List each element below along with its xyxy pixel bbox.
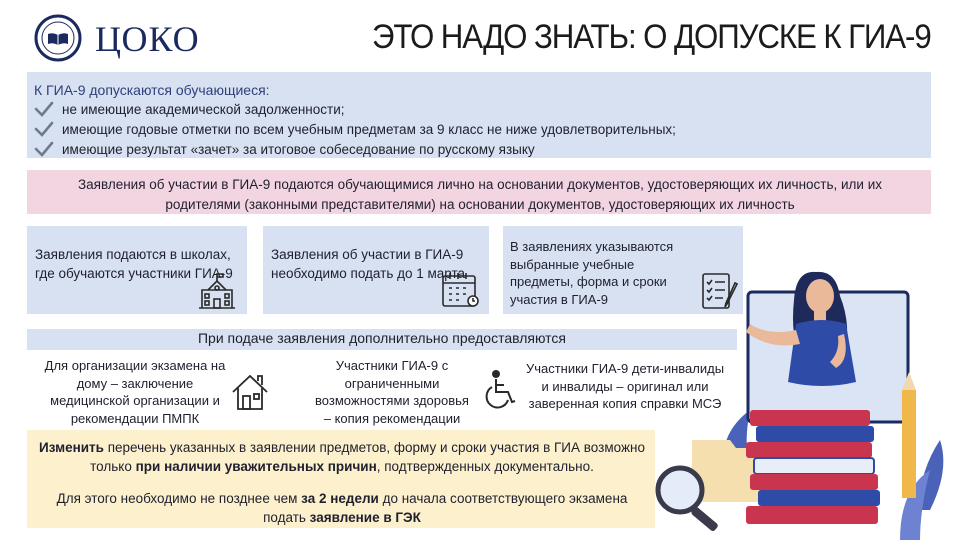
card-contents-text: В заявлениях указываются выбранные учебные предметы, форма и сроки участия в ГИА-9 — [510, 239, 674, 307]
criterion-item — [34, 121, 676, 137]
extra-health-limits: Участники ГИА-9 с ограниченными возможностями здоровья – копия рекомендации — [315, 358, 469, 426]
criterion-item — [34, 101, 345, 117]
criterion-text: не имеющие академической задолженности; — [62, 101, 345, 117]
book — [750, 474, 878, 490]
wheelchair-icon — [484, 370, 520, 412]
house-icon — [230, 372, 270, 412]
card-school-text: Заявления подаются в школах, где обучаются участники ГИА-9 — [35, 247, 233, 281]
extra-disabled: Участники ГИА-9 дети-инвалиды и инвалиды – оригинал или заверенная копия справки МСЭ — [525, 361, 725, 411]
book — [758, 490, 880, 506]
woman-face — [806, 279, 834, 313]
book — [746, 506, 878, 524]
extra-docs-heading: При подаче заявления дополнительно предоставляются — [197, 330, 567, 346]
criterion-text: имеющие результат «зачет» за итоговое собеседование по русскому языку — [62, 141, 535, 157]
pencil-body — [902, 390, 916, 498]
book — [756, 426, 874, 442]
magnifier-handle — [690, 506, 719, 532]
calendar-icon — [441, 272, 481, 308]
page-title: ЭТО НАДО ЗНАТЬ: О ДОПУСКЕ К ГИА-9 — [372, 18, 931, 56]
application-notice-text: Заявления об участии в ГИА-9 подаются обучающимися лично на основании документов, удостоверяющих их личность, или их родителями (законными представителями) на основании документов, удостоверяющих их личность — [77, 177, 883, 212]
card-deadline-text: Заявления об участии в ГИА-9 необходимо подать до 1 марта — [271, 247, 466, 281]
book — [746, 442, 872, 458]
checkmark-icon — [34, 121, 54, 137]
book — [750, 410, 870, 426]
admission-intro: К ГИА-9 допускаются обучающиеся: — [34, 82, 270, 98]
logo-text: ЦОКО — [95, 19, 200, 59]
teacher-illustration — [600, 240, 960, 540]
criterion-text: имеющие годовые отметки по всем учебным предметам за 9 класс не ниже удовлетворительных; — [62, 121, 676, 137]
school-building-icon — [196, 272, 238, 310]
book — [754, 458, 874, 474]
extra-home-exam: Для организации экзамена на дому – заключение медицинской организации и рекомендации ПМПК — [44, 358, 226, 426]
checkmark-icon — [34, 101, 54, 117]
checkmark-icon — [34, 141, 54, 157]
change-conditions-text: Изменить перечень указанных в заявлении предметов, форму и сроки участия в ГИА возможно только при наличии уважительных причин, подтвержденных документально. — [39, 440, 645, 474]
change-deadline-text: Для этого необходимо не позднее чем за 2 недели до начала соответствующего экзамена подать заявление в ГЭК — [56, 491, 628, 525]
woman-dress — [788, 320, 856, 386]
logo-emblem-icon — [34, 14, 82, 62]
criterion-item — [34, 141, 535, 157]
magnifier-lens — [658, 468, 702, 512]
